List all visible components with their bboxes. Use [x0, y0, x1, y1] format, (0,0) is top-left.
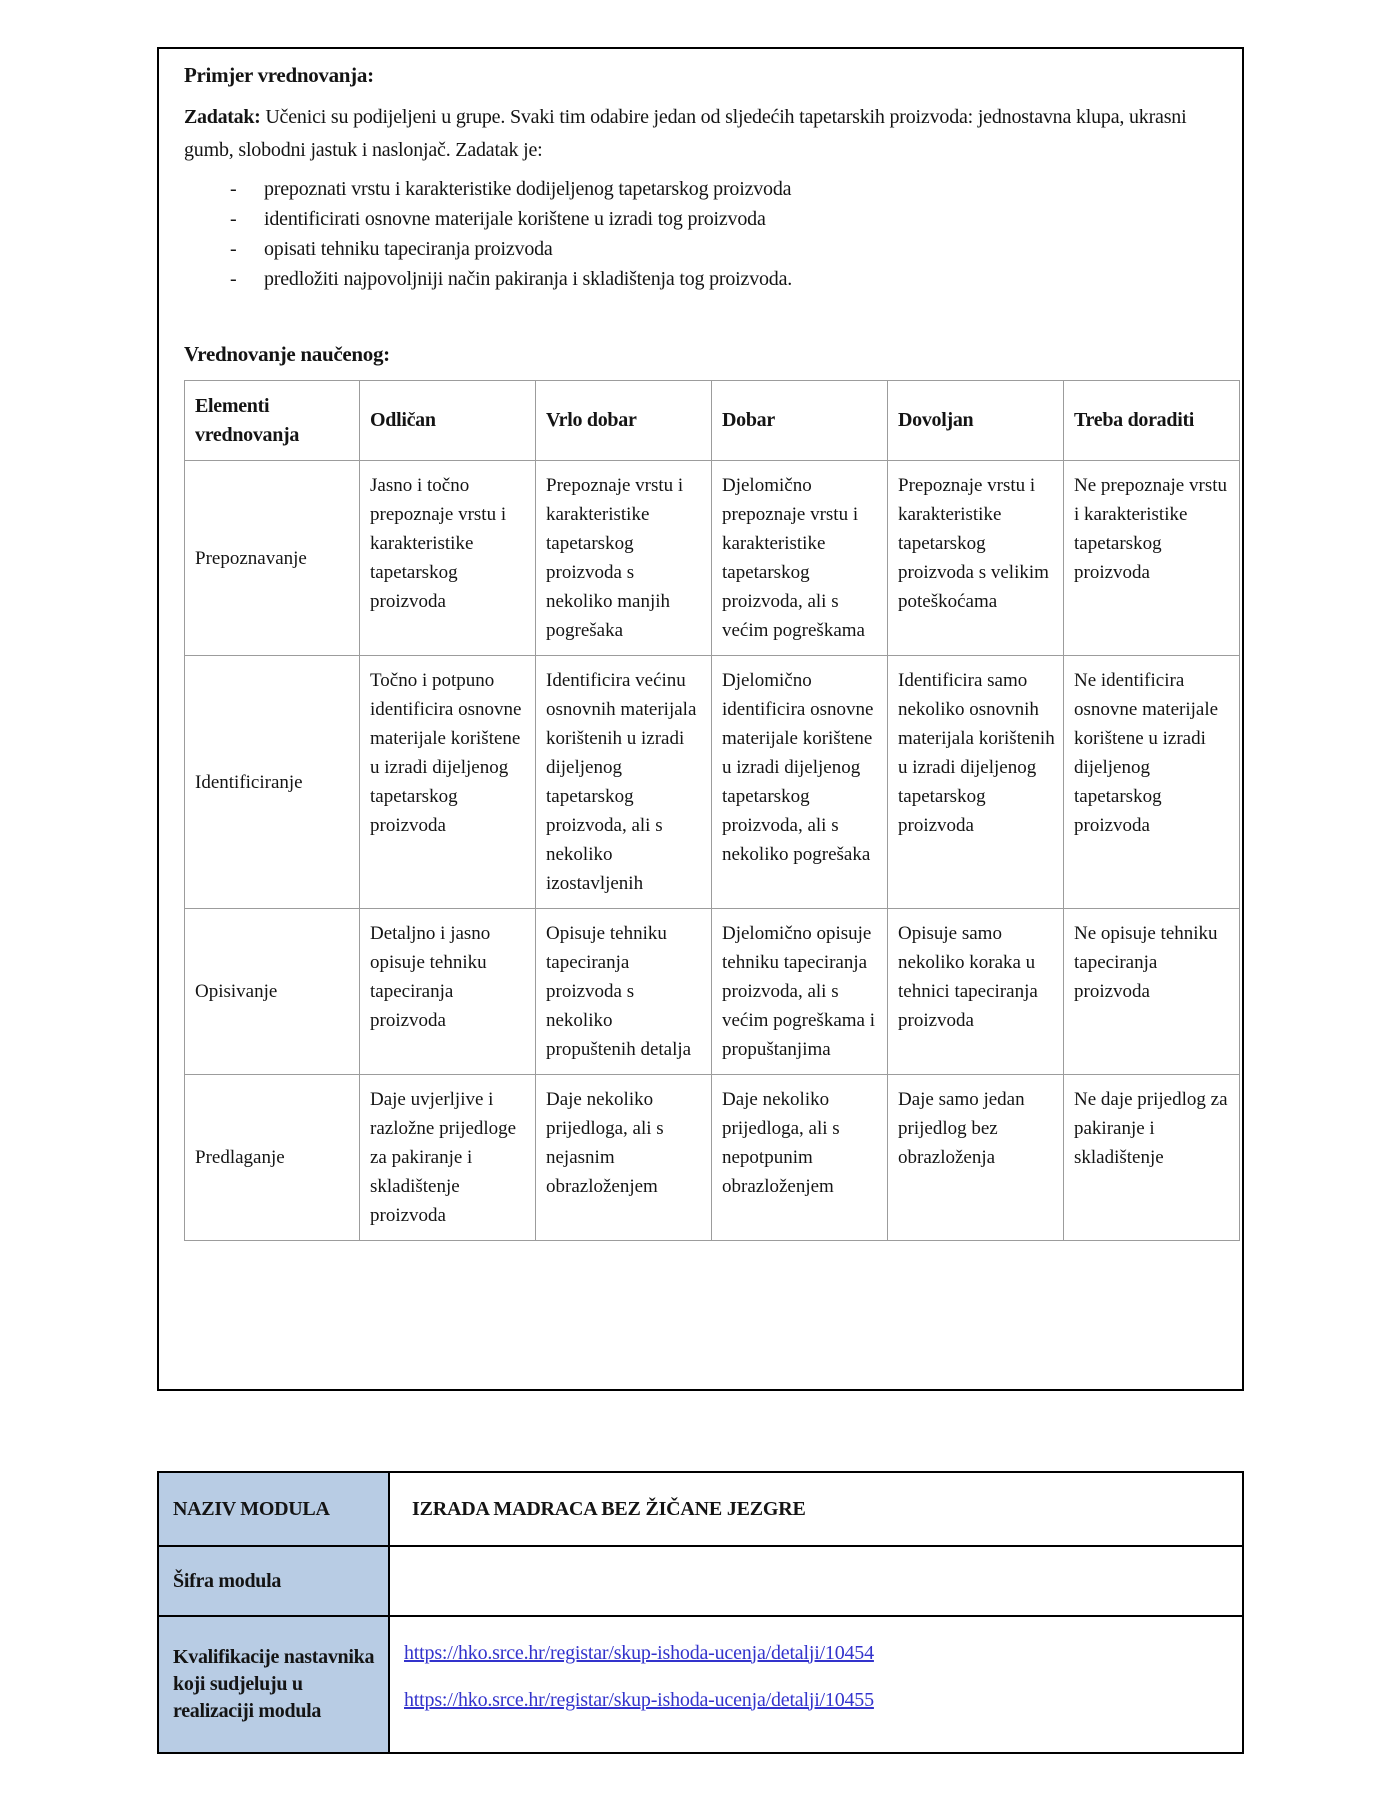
- table-row-sifra-modula: [158, 1546, 1243, 1616]
- row-label: Prepoznavanje: [185, 461, 360, 656]
- rubric-cell: Ne identificira osnovne materijale korištene u izradi dijeljenog tapetarskog proizvoda: [1064, 656, 1240, 909]
- module-name-value: IZRADA MADRACA BEZ ŽIČANE JEZGRE: [389, 1472, 1243, 1546]
- rubric-cell: Daje uvjerljive i razložne prijedloge za pakiranje i skladištenje proizvoda: [360, 1075, 536, 1241]
- bullet-text: opisati tehniku tapeciranja proizvoda: [264, 238, 553, 260]
- table-row-prepoznavanje: [185, 461, 1240, 656]
- rubric-cell: Djelomično opisuje tehniku tapeciranja proizvoda, ali s većim pogreškama i propuštanjima: [712, 909, 888, 1075]
- rubric-table: [184, 380, 1240, 1241]
- task-bullet-list: [184, 174, 1218, 294]
- table-row-kvalifikacije: [158, 1616, 1243, 1753]
- header-cell-vrlo-dobar: Vrlo dobar: [536, 381, 712, 461]
- table-row-naziv-modula: [158, 1472, 1243, 1546]
- list-item: [184, 204, 1218, 234]
- rubric-cell: Identificira većinu osnovnih materijala korištenih u izradi dijeljenog tapetarskog proizvoda, ali s nekoliko izostavljenih: [536, 656, 712, 909]
- rubric-cell: Daje samo jedan prijedlog bez obrazloženja: [888, 1075, 1064, 1241]
- rubric-cell: Jasno i točno prepoznaje vrstu i karakteristike tapetarskog proizvoda: [360, 461, 536, 656]
- table-row-opisivanje: [185, 909, 1240, 1075]
- header-cell-dovoljan: Dovoljan: [888, 381, 1064, 461]
- bullet-text: prepoznati vrstu i karakteristike dodijeljenog tapetarskog proizvoda: [264, 178, 792, 200]
- rubric-title: Vrednovanje naučenog:: [184, 342, 390, 366]
- module-row-label: Kvalifikacije nastavnika koji sudjeluju u realizaciji modula: [158, 1616, 389, 1753]
- header-cell-dobar: Dobar: [712, 381, 888, 461]
- rubric-cell: Ne daje prijedlog za pakiranje i skladištenje: [1064, 1075, 1240, 1241]
- rubric-cell: Djelomično prepoznaje vrstu i karakteristike tapetarskog proizvoda, ali s većim pogreškama: [712, 461, 888, 656]
- row-label: Identificiranje: [185, 656, 360, 909]
- rubric-cell: Djelomično identificira osnovne materijale korištene u izradi dijeljenog tapetarskog proizvoda, ali s nekoliko pogrešaka: [712, 656, 888, 909]
- row-label: Predlaganje: [185, 1075, 360, 1241]
- module-row-label: Šifra modula: [158, 1546, 389, 1616]
- list-item: [184, 174, 1218, 204]
- rubric-cell: Daje nekoliko prijedloga, ali s nejasnim obrazloženjem: [536, 1075, 712, 1241]
- task-paragraph: [184, 101, 1218, 167]
- header-cell-treba-doraditi: Treba doraditi: [1064, 381, 1240, 461]
- rubric-cell: Ne prepoznaje vrstu i karakteristike tapetarskog proizvoda: [1064, 461, 1240, 656]
- rubric-cell: Identificira samo nekoliko osnovnih materijala korištenih u izradi dijeljenog tapetarskog proizvoda: [888, 656, 1064, 909]
- section-title: Primjer vrednovanja:: [184, 63, 374, 87]
- dash-marker: -: [230, 208, 237, 230]
- task-text: Učenici su podijeljeni u grupe. Svaki tim odabire jedan od sljedećih tapetarskih proizvoda: jednostavna klupa, ukrasni gumb, slobodni jastuk i naslonjač. Zadatak je:: [184, 106, 1187, 161]
- dash-marker: -: [230, 268, 237, 290]
- header-cell-odlican: Odličan: [360, 381, 536, 461]
- table-row-predlaganje: [185, 1075, 1240, 1241]
- bullet-text: identificirati osnovne materijale korištene u izradi tog proizvoda: [264, 208, 766, 230]
- qualification-link-1[interactable]: https://hko.srce.hr/registar/skup-ishoda-ucenja/detalji/10454: [404, 1641, 874, 1664]
- table-row-identificiranje: [185, 656, 1240, 909]
- module-row-label: NAZIV MODULA: [158, 1472, 389, 1546]
- row-label: Opisivanje: [185, 909, 360, 1075]
- rubric-cell: Prepoznaje vrstu i karakteristike tapetarskog proizvoda s nekoliko manjih pogrešaka: [536, 461, 712, 656]
- qualification-link-2[interactable]: https://hko.srce.hr/registar/skup-ishoda-ucenja/detalji/10455: [404, 1688, 874, 1711]
- list-item: [184, 234, 1218, 264]
- rubric-cell: Prepoznaje vrstu i karakteristike tapetarskog proizvoda s velikim poteškoćama: [888, 461, 1064, 656]
- rubric-cell: Opisuje samo nekoliko koraka u tehnici tapeciranja proizvoda: [888, 909, 1064, 1075]
- module-code-value: [389, 1546, 1243, 1616]
- evaluation-section-box: [157, 47, 1244, 1391]
- list-item: [184, 264, 1218, 294]
- module-table: [157, 1471, 1244, 1754]
- rubric-cell: Opisuje tehniku tapeciranja proizvoda s nekoliko propuštenih detalja: [536, 909, 712, 1075]
- rubric-header-row: [185, 381, 1240, 461]
- rubric-cell: Daje nekoliko prijedloga, ali s nepotpunim obrazloženjem: [712, 1075, 888, 1241]
- rubric-cell: Detaljno i jasno opisuje tehniku tapeciranja proizvoda: [360, 909, 536, 1075]
- rubric-cell: Ne opisuje tehniku tapeciranja proizvoda: [1064, 909, 1240, 1075]
- qualification-links-cell: [389, 1616, 1243, 1753]
- rubric-cell: Točno i potpuno identificira osnovne materijale korištene u izradi dijeljenog tapetarskog proizvoda: [360, 656, 536, 909]
- header-cell-elementi: Elementi vrednovanja: [185, 381, 360, 461]
- bullet-text: predložiti najpovoljniji način pakiranja i skladištenja tog proizvoda.: [264, 268, 793, 290]
- dash-marker: -: [230, 238, 237, 260]
- dash-marker: -: [230, 178, 237, 200]
- task-label: Zadatak:: [184, 106, 261, 128]
